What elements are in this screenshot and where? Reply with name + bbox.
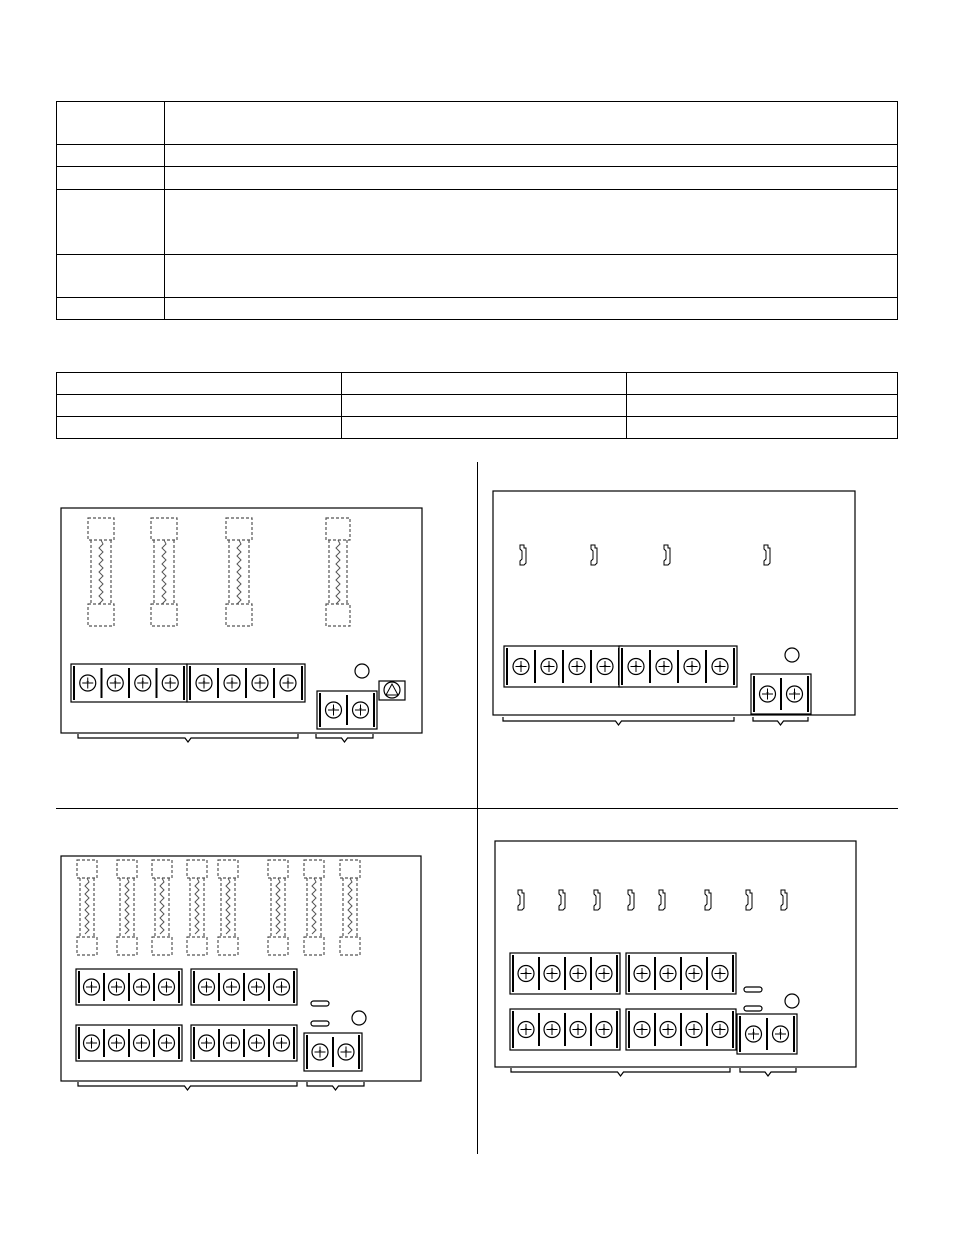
terminal-screw (196, 675, 212, 691)
terminal-screw (570, 966, 586, 982)
fuse-cap (152, 937, 172, 955)
terminal-screw (224, 675, 240, 691)
fuse-cap (151, 604, 177, 626)
fuse-cap (151, 518, 177, 540)
terminal-screw (353, 702, 369, 718)
fuse-cap (187, 860, 207, 878)
terminal-screw (159, 1035, 175, 1051)
terminal-screw (686, 1022, 702, 1038)
terminal-screw (712, 966, 728, 982)
terminal-screw (84, 1035, 100, 1051)
terminal-screw (249, 979, 265, 995)
fuse-cap (304, 860, 324, 878)
fuse-cap (304, 937, 324, 955)
fuse-cap (218, 860, 238, 878)
terminal-screw (274, 979, 290, 995)
terminal-screw (773, 1026, 789, 1042)
group-brace (740, 1068, 796, 1076)
terminal-screw (134, 1035, 150, 1051)
fuse-cap (268, 937, 288, 955)
fuse-cap (77, 937, 97, 955)
terminal-screw (596, 966, 612, 982)
fuse-cap (187, 937, 207, 955)
fuse-cap (268, 860, 288, 878)
terminal-screw (249, 1035, 265, 1051)
terminal-screw (312, 1044, 328, 1060)
terminal-screw (224, 1035, 240, 1051)
fuse-cap (77, 860, 97, 878)
fuse-cap (340, 937, 360, 955)
fuse-cap (326, 604, 350, 626)
terminal-screw (134, 979, 150, 995)
terminal-screw (660, 966, 676, 982)
terminal-screw (544, 966, 560, 982)
terminal-screw (746, 1026, 762, 1042)
terminal-screw (109, 1035, 125, 1051)
terminal-screw (162, 675, 178, 691)
group-brace (78, 734, 298, 742)
group-brace (316, 734, 373, 742)
terminal-screw (280, 675, 296, 691)
terminal-screw (338, 1044, 354, 1060)
terminal-screw (544, 1022, 560, 1038)
terminal-screw (569, 659, 585, 675)
terminal-screw (634, 966, 650, 982)
terminal-screw (274, 1035, 290, 1051)
jumper (311, 1001, 329, 1006)
terminal-screw (518, 1022, 534, 1038)
fuse-cap (117, 937, 137, 955)
fuse-cap (226, 604, 252, 626)
fuse-cap (218, 937, 238, 955)
terminal-screw (712, 659, 728, 675)
terminal-screw (686, 966, 702, 982)
terminal-screw (570, 1022, 586, 1038)
fuse-cap (326, 518, 350, 540)
terminal-screw (252, 675, 268, 691)
terminal-screw (109, 979, 125, 995)
terminal-screw (760, 686, 776, 702)
terminal-screw (541, 659, 557, 675)
fuse-cap (88, 518, 114, 540)
fuse-cap (152, 860, 172, 878)
terminal-screw (787, 686, 803, 702)
fuse-cap (88, 604, 114, 626)
terminal-screw (159, 979, 175, 995)
group-brace (503, 717, 734, 725)
group-brace (511, 1068, 730, 1076)
terminal-screw (684, 659, 700, 675)
terminal-screw (224, 979, 240, 995)
terminal-screw (712, 1022, 728, 1038)
jumper (744, 987, 762, 992)
indicator-led (355, 664, 369, 678)
fuse-cap (340, 860, 360, 878)
terminal-screw (84, 979, 100, 995)
terminal-screw (80, 675, 96, 691)
terminal-screw (199, 979, 215, 995)
terminal-screw (199, 1035, 215, 1051)
indicator-led (785, 648, 799, 662)
terminal-screw (513, 659, 529, 675)
terminal-screw (107, 675, 123, 691)
terminal-screw (628, 659, 644, 675)
fuse-cap (117, 860, 137, 878)
terminal-screw (518, 966, 534, 982)
group-brace (307, 1082, 364, 1090)
fuse-cap (226, 518, 252, 540)
terminal-screw (596, 1022, 612, 1038)
terminal-screw (660, 1022, 676, 1038)
terminal-screw (656, 659, 672, 675)
indicator-led (352, 1011, 366, 1025)
group-brace (753, 717, 808, 725)
indicator-led (785, 994, 799, 1008)
terminal-screw (326, 702, 342, 718)
terminal-screw (135, 675, 151, 691)
jumper (744, 1006, 762, 1011)
terminal-screw (634, 1022, 650, 1038)
terminal-screw (597, 659, 613, 675)
group-brace (78, 1082, 297, 1090)
jumper (311, 1021, 329, 1026)
